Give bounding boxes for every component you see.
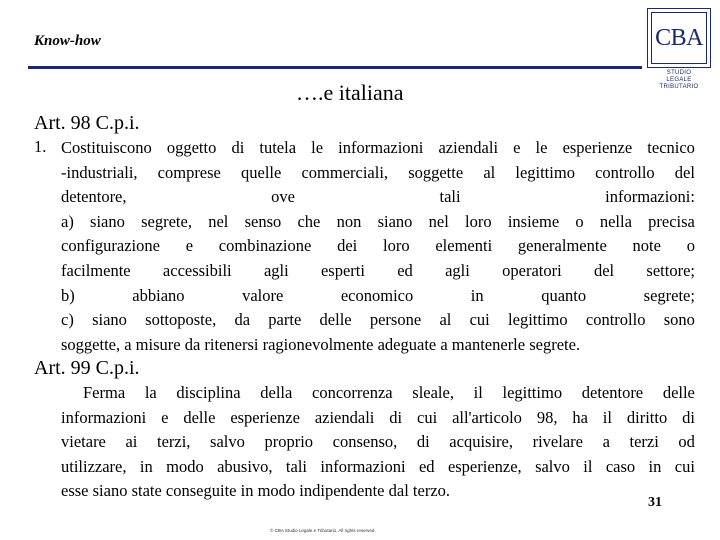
word: diritto	[626, 407, 668, 427]
word: nel	[428, 211, 449, 231]
word: c)	[61, 310, 74, 330]
word: Ferma	[83, 383, 126, 402]
word: cui	[674, 456, 695, 476]
word: informazioni	[61, 407, 147, 427]
art98-line-4	[61, 210, 695, 235]
word: acquisire,	[449, 432, 513, 452]
word: delle	[662, 383, 695, 402]
art98-line-1-text	[61, 136, 695, 161]
word: nel	[208, 211, 229, 231]
word: ed	[418, 456, 435, 476]
word: comprese	[157, 162, 221, 182]
word: detentore,	[61, 187, 127, 207]
word: aziendali	[314, 407, 375, 427]
word: note	[632, 236, 661, 256]
word: disciplina	[176, 383, 241, 402]
word: in	[648, 456, 662, 476]
word: quelle	[241, 162, 282, 182]
word: del	[674, 162, 695, 182]
word: informazioni	[338, 138, 424, 157]
art98-line-6	[61, 259, 695, 284]
word: abusivo,	[217, 456, 273, 476]
logo-subtitle	[647, 70, 711, 91]
word: generalmente	[517, 236, 607, 256]
word: la	[144, 383, 157, 402]
word: e	[161, 407, 169, 427]
art98-item-number: 1.	[34, 137, 47, 156]
word: all'articolo	[452, 407, 522, 427]
logo-text: CBA	[651, 12, 707, 64]
word: della	[260, 383, 293, 402]
word: tali	[285, 456, 307, 476]
word: al	[439, 310, 452, 330]
word: di	[682, 407, 695, 427]
art98-line-6-text	[61, 259, 695, 284]
art99-line-3	[61, 430, 695, 455]
word: delle	[319, 310, 352, 330]
art98-line-4-text	[61, 210, 695, 235]
art99-line-3-text	[61, 430, 695, 455]
art99-line-2-text	[61, 406, 695, 431]
word: cui	[469, 310, 490, 330]
art98-line-3	[61, 185, 695, 210]
word: loro	[465, 211, 492, 231]
logo-outer-frame	[647, 8, 711, 68]
word: vietare	[61, 432, 106, 452]
art98-line-2-text	[61, 161, 695, 186]
header-label: Know-how	[34, 33, 101, 49]
art98-line-8-text	[61, 308, 695, 333]
word: sottoposte,	[145, 310, 217, 330]
word: salvo	[210, 432, 245, 452]
word: concorrenza	[312, 383, 393, 402]
word: sono	[663, 310, 695, 330]
word: al	[483, 162, 496, 182]
word: dei	[337, 236, 358, 256]
header-divider	[28, 66, 642, 69]
logo-subtitle-line-1: STUDIO	[666, 70, 692, 76]
word: agli	[445, 260, 470, 280]
word: controllo	[595, 162, 655, 182]
art99-heading: Art. 99 C.p.i.	[34, 357, 140, 379]
word: legittimo	[515, 162, 575, 182]
art99-line-5	[61, 479, 695, 504]
word: consenso,	[332, 432, 398, 452]
word: del	[593, 260, 615, 280]
footer-copyright: © CBA Studio Legale e Tributario. All rights reserved.	[270, 528, 376, 533]
word: ove	[271, 187, 295, 207]
word: insieme	[507, 211, 560, 231]
word: esperti	[320, 260, 365, 280]
word: informazioni:	[605, 187, 695, 207]
word: combinazione	[218, 236, 312, 256]
art98-line-7-text	[61, 284, 695, 309]
word: legittimo	[508, 310, 568, 330]
word: e	[185, 236, 194, 256]
word: b)	[61, 285, 75, 305]
word: persone	[369, 310, 422, 330]
word: tutela	[259, 138, 297, 157]
word: esperienze	[230, 407, 300, 427]
art98-heading: Art. 98 C.p.i.	[34, 112, 140, 134]
word: siano	[92, 310, 127, 330]
art98-line-9	[61, 333, 695, 358]
word: di	[416, 432, 430, 452]
word: Costituiscono	[61, 138, 152, 157]
word: il	[602, 407, 612, 427]
word: ha	[572, 407, 588, 427]
word: senso	[244, 211, 282, 231]
art99-line-2	[61, 406, 695, 431]
word: le	[311, 138, 324, 157]
word: ai	[125, 432, 138, 452]
word: esperienze	[562, 138, 633, 157]
word: facilmente	[61, 260, 131, 280]
word: legittimo	[502, 383, 563, 402]
art99-line-5-text: esse siano state conseguite in modo indipendente dal terzo.	[61, 481, 451, 501]
word: non	[336, 211, 362, 231]
art98-line-5-text	[61, 234, 695, 259]
word: 98,	[536, 407, 558, 427]
word: abbiano	[132, 285, 185, 305]
word: configurazione	[61, 236, 160, 256]
art99-line-4	[61, 455, 695, 480]
slide-subtitle: ….e italiana	[296, 80, 404, 105]
word: segrete,	[141, 211, 192, 231]
word: in	[139, 456, 153, 476]
word: controllo	[585, 310, 646, 330]
word: elementi	[435, 236, 493, 256]
word: utilizzare,	[61, 456, 127, 476]
word: caso	[605, 456, 636, 476]
word: siano	[377, 211, 413, 231]
word: delle	[183, 407, 216, 427]
art98-line-8	[61, 308, 695, 333]
word: quanto	[541, 285, 587, 305]
word: terzi	[629, 432, 659, 452]
word: di	[389, 407, 403, 427]
word: cui	[417, 407, 438, 427]
word: segrete;	[643, 285, 695, 305]
word: modo	[166, 456, 204, 476]
word: precisa	[648, 211, 695, 231]
logo-subtitle-line-2: LEGALE TRIBUTARIO	[659, 77, 699, 90]
cba-logo	[647, 8, 711, 92]
word: detentore	[581, 383, 644, 402]
word: o	[575, 211, 584, 231]
word: sleale,	[412, 383, 454, 402]
word: a)	[61, 211, 74, 231]
word: od	[678, 432, 695, 452]
word: che	[297, 211, 321, 231]
word: economico	[340, 285, 414, 305]
word: oggetto	[166, 138, 217, 157]
word: in	[470, 285, 484, 305]
art98-line-9-text: soggette, a misure da ritenersi ragionevolmente adeguate a mantenerle segrete.	[61, 334, 581, 354]
word: rivelare	[532, 432, 583, 452]
word: parte	[268, 310, 302, 330]
word: di	[231, 138, 245, 157]
page-number: 31	[648, 495, 662, 510]
word: proprio	[264, 432, 314, 452]
art98-paragraph	[61, 136, 695, 357]
word: siano	[90, 211, 125, 231]
word: tecnico	[647, 138, 695, 157]
art98-line-1	[61, 136, 695, 161]
word: accessibili	[162, 260, 232, 280]
word: loro	[383, 236, 410, 256]
word: soggette	[408, 162, 464, 182]
word: il	[473, 383, 483, 402]
word: il	[583, 456, 593, 476]
word: tali	[439, 187, 461, 207]
word: o	[686, 236, 695, 256]
word: terzi,	[157, 432, 191, 452]
word: le	[535, 138, 548, 157]
word: ed	[397, 260, 413, 280]
word: informazioni	[320, 456, 406, 476]
art98-line-2	[61, 161, 695, 186]
word: salvo	[535, 456, 570, 476]
word: da	[234, 310, 251, 330]
word: e	[513, 138, 521, 157]
word: esperienze,	[447, 456, 522, 476]
word: commerciali,	[301, 162, 389, 182]
word: aziendali	[438, 138, 499, 157]
art98-line-3-text	[61, 185, 695, 210]
word: agli	[263, 260, 289, 280]
art99-line-1-text	[83, 381, 695, 406]
art98-line-5	[61, 234, 695, 259]
word: valore	[242, 285, 284, 305]
word: a	[602, 432, 610, 452]
art99-line-4-text	[61, 455, 695, 480]
word: -industriali,	[61, 162, 138, 182]
word: settore;	[646, 260, 695, 280]
art99-paragraph	[61, 381, 695, 504]
word: operatori	[502, 260, 562, 280]
art99-line-1	[61, 381, 695, 406]
art98-line-7	[61, 284, 695, 309]
word: nella	[599, 211, 632, 231]
